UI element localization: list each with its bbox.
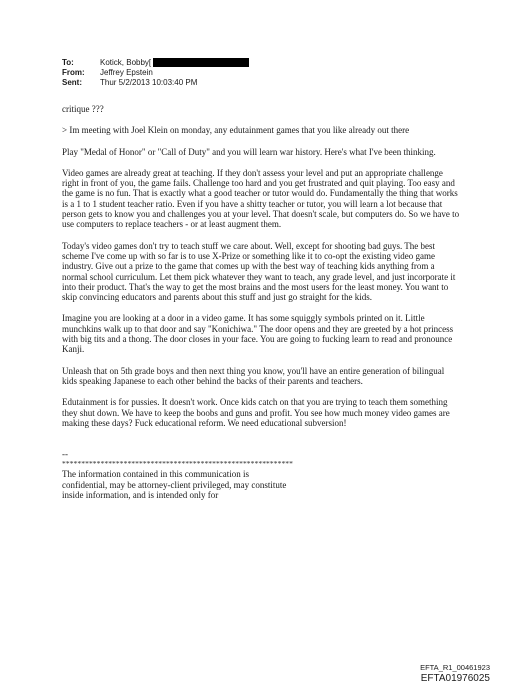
email-body (62, 104, 460, 500)
body-paragraph-5: Today's video games don't try to teach stuff we care about. Well, except for shooting bad guys. The best scheme I've come up with so far is to use X-Prize or something like it to co-opt the existing video game industry. Give out a prize to the game that comes up with the best way of teaching kids anything from a normal school curriculum. Let them pick whatever they want to teach, any grade level, and just incorporate it into their product. That's the way to get the most brains and the most users for the least money. You want to skip convincing educators and parents about this stuff and just go straight for the kids. (62, 240, 456, 303)
body-paragraph-4: Video games are already great at teaching. If they don't assess your level and put an appropriate challenge right in front of you, the game fails. Challenge too hard and you get frustrated and quit playing. Too easy and the game is no fun. That is exactly what a good teacher or tutor would do. Fundamentally the thing that works is a 1 to 1 student teacher ratio. Even if you have a shitty teacher or tutor, you will learn a lot because that person gets to know you and challenges you at your level. That doesn't scale, but computers do. So we have to use computers to replace teachers - or at least augment them. (62, 167, 460, 230)
from-label: From: (62, 68, 85, 77)
to-value: Kotick, Bobby[ (100, 58, 152, 67)
document-reference-1: EFTA_R1_00461923 (420, 663, 490, 672)
confidentiality-disclaimer: The information contained in this communication is confidential, may be attorney-client privileged, may constitute inside information, and is intended only for (62, 469, 287, 501)
sent-label: Sent: (62, 78, 82, 87)
signature-separator: -- (62, 449, 68, 460)
from-row (62, 68, 249, 78)
email-header (62, 58, 249, 88)
body-paragraph-1: critique ??? (62, 104, 104, 114)
body-paragraph-7: Unleash that on 5th grade boys and then next thing you know, you'll have an entire generation of bilingual kids speaking Japanese to each other behind the backs of their parents and teachers. (62, 365, 445, 386)
body-paragraph-3: Play "Medal of Honor" or "Call of Duty" and you will learn war history. Here's what I've been thinking. (62, 146, 436, 157)
document-reference-2: EFTA01976025 (420, 673, 490, 684)
to-label: To: (62, 58, 74, 67)
sent-row (62, 78, 249, 88)
sent-value: Thur 5/2/2013 10:03:40 PM (100, 78, 198, 87)
to-row (62, 58, 249, 68)
body-paragraph-6: Imagine you are looking at a door in a video game. It has some squiggly symbols printed on it. Little munchkins walk up to that door and say "Konichiwa." The door opens and they are greeted by a hot princess with big tits and a thong. The door closes in your face. You are going to fucking learn to read and pronounce Kanji. (62, 313, 454, 355)
from-value: Jeffrey Epstein (100, 68, 153, 77)
body-paragraph-8: Edutainment is for pussies. It doesn't work. Once kids catch on that you are trying to teach them something they shut down. We have to keep the boobs and guns and profit. You see how much money video games are making these days? Fuck educational reform. We need educational subversion! (62, 397, 450, 428)
redaction-box (153, 58, 249, 67)
asterisk-divider: ************************************************************ (62, 459, 293, 469)
body-paragraph-2: > Im meeting with Joel Klein on monday, any edutainment games that you like already out there (62, 125, 410, 136)
